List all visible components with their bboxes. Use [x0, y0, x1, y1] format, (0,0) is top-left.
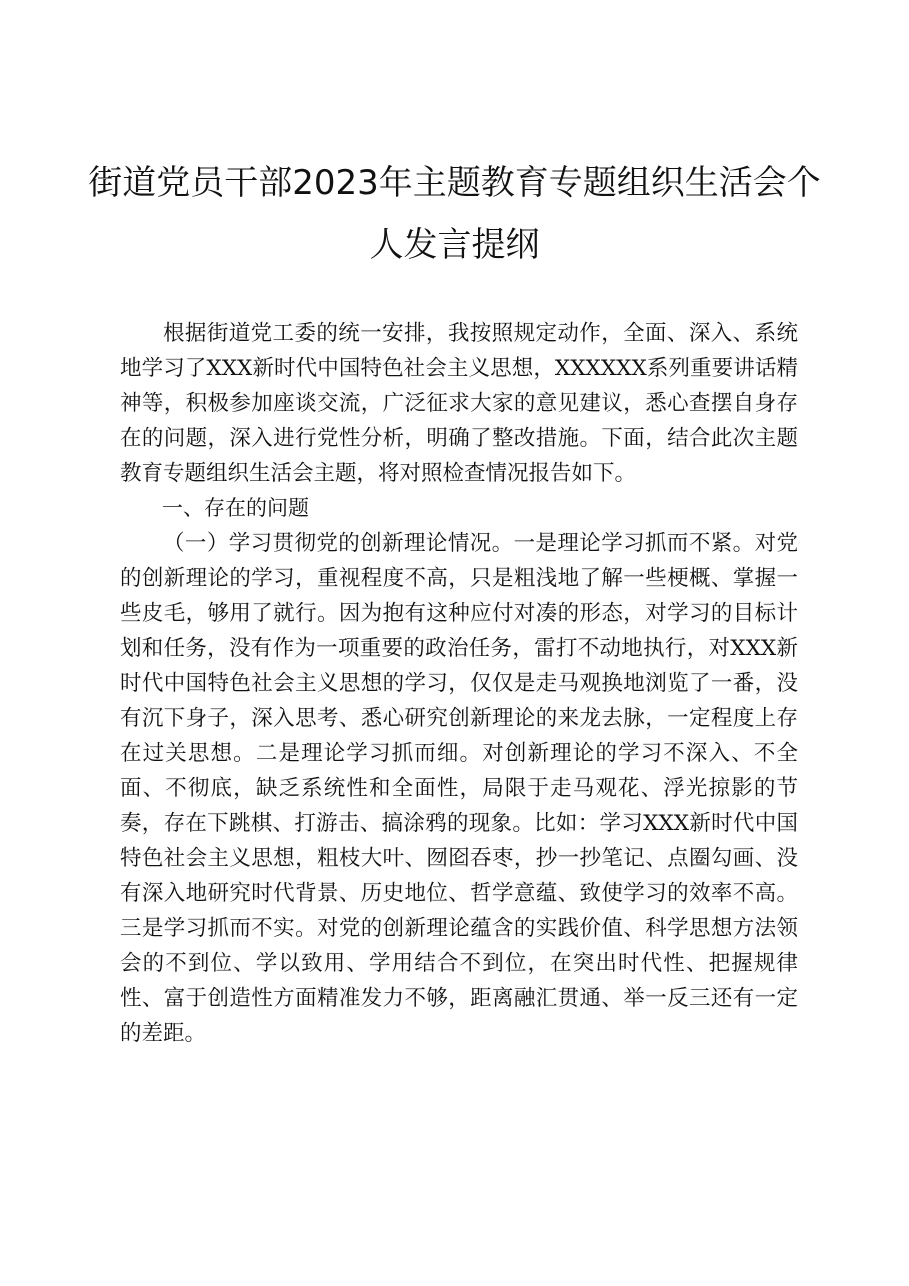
document-title: 街道党员干部2023年主题教育专题组织生活会个人发言提纲 — [88, 163, 821, 265]
intro-paragraph: 根据街道党工委的统一安排，我按照规定动作，全面、深入、系统地学习了XXX新时代中国特色社会主义思想，XXXXXX系列重要讲话精神等，积极参加座谈交流，广泛征求大家的意见建议，悉心查摆自身存在的问题，深入进行党性分析，明确了整改措施。下面，结合此次主题教育专题组织生活会主题，将对照检查情况报告如下。 — [120, 321, 798, 486]
subsection-paragraph — [120, 526, 798, 1051]
section-heading: 一、存在的问题 — [162, 496, 309, 520]
document-body — [120, 316, 798, 1051]
subsection-heading: （一）学习贯彻党的创新理论情况。 — [163, 531, 514, 556]
subsection-body: 一是理论学习抓而不紧。对党的创新理论的学习，重视程度不高，只是粗浅地了解一些梗概、掌握一些皮毛，够用了就行。因为抱有这种应付对凑的形态，对学习的目标计划和任务，没有作为一项重要的政治任务，雷打不动地执行，对XXX新时代中国特色社会主义思想的学习，仅仅是走马观换地浏览了一番，没有沉下身子，深入思考、悉心研究创新理论的来龙去脉，一定程度上存在过关思想。二是理论学习抓而细。对创新理论的学习不深入、不全面、不彻底，缺乏系统性和全面性，局限于走马观花、浮光掠影的节奏，存在下跳棋、打游击、搞涂鸦的现象。比如：学习XXX新时代中国特色社会主义思想，粗枝大叶、囫囵吞枣，抄一抄笔记、点圈勾画、没有深入地研究时代背景、历史地位、哲学意蕴、致使学习的效率不高。三是学习抓而不实。对党的创新理论蕴含的实践价值、科学思想方法领会的不到位、学以致用、学用结合不到位，在突出时代性、把握规律性、富于创造性方面精准发力不够，距离融汇贯通、举一反三还有一定的差距。 — [120, 531, 798, 1046]
